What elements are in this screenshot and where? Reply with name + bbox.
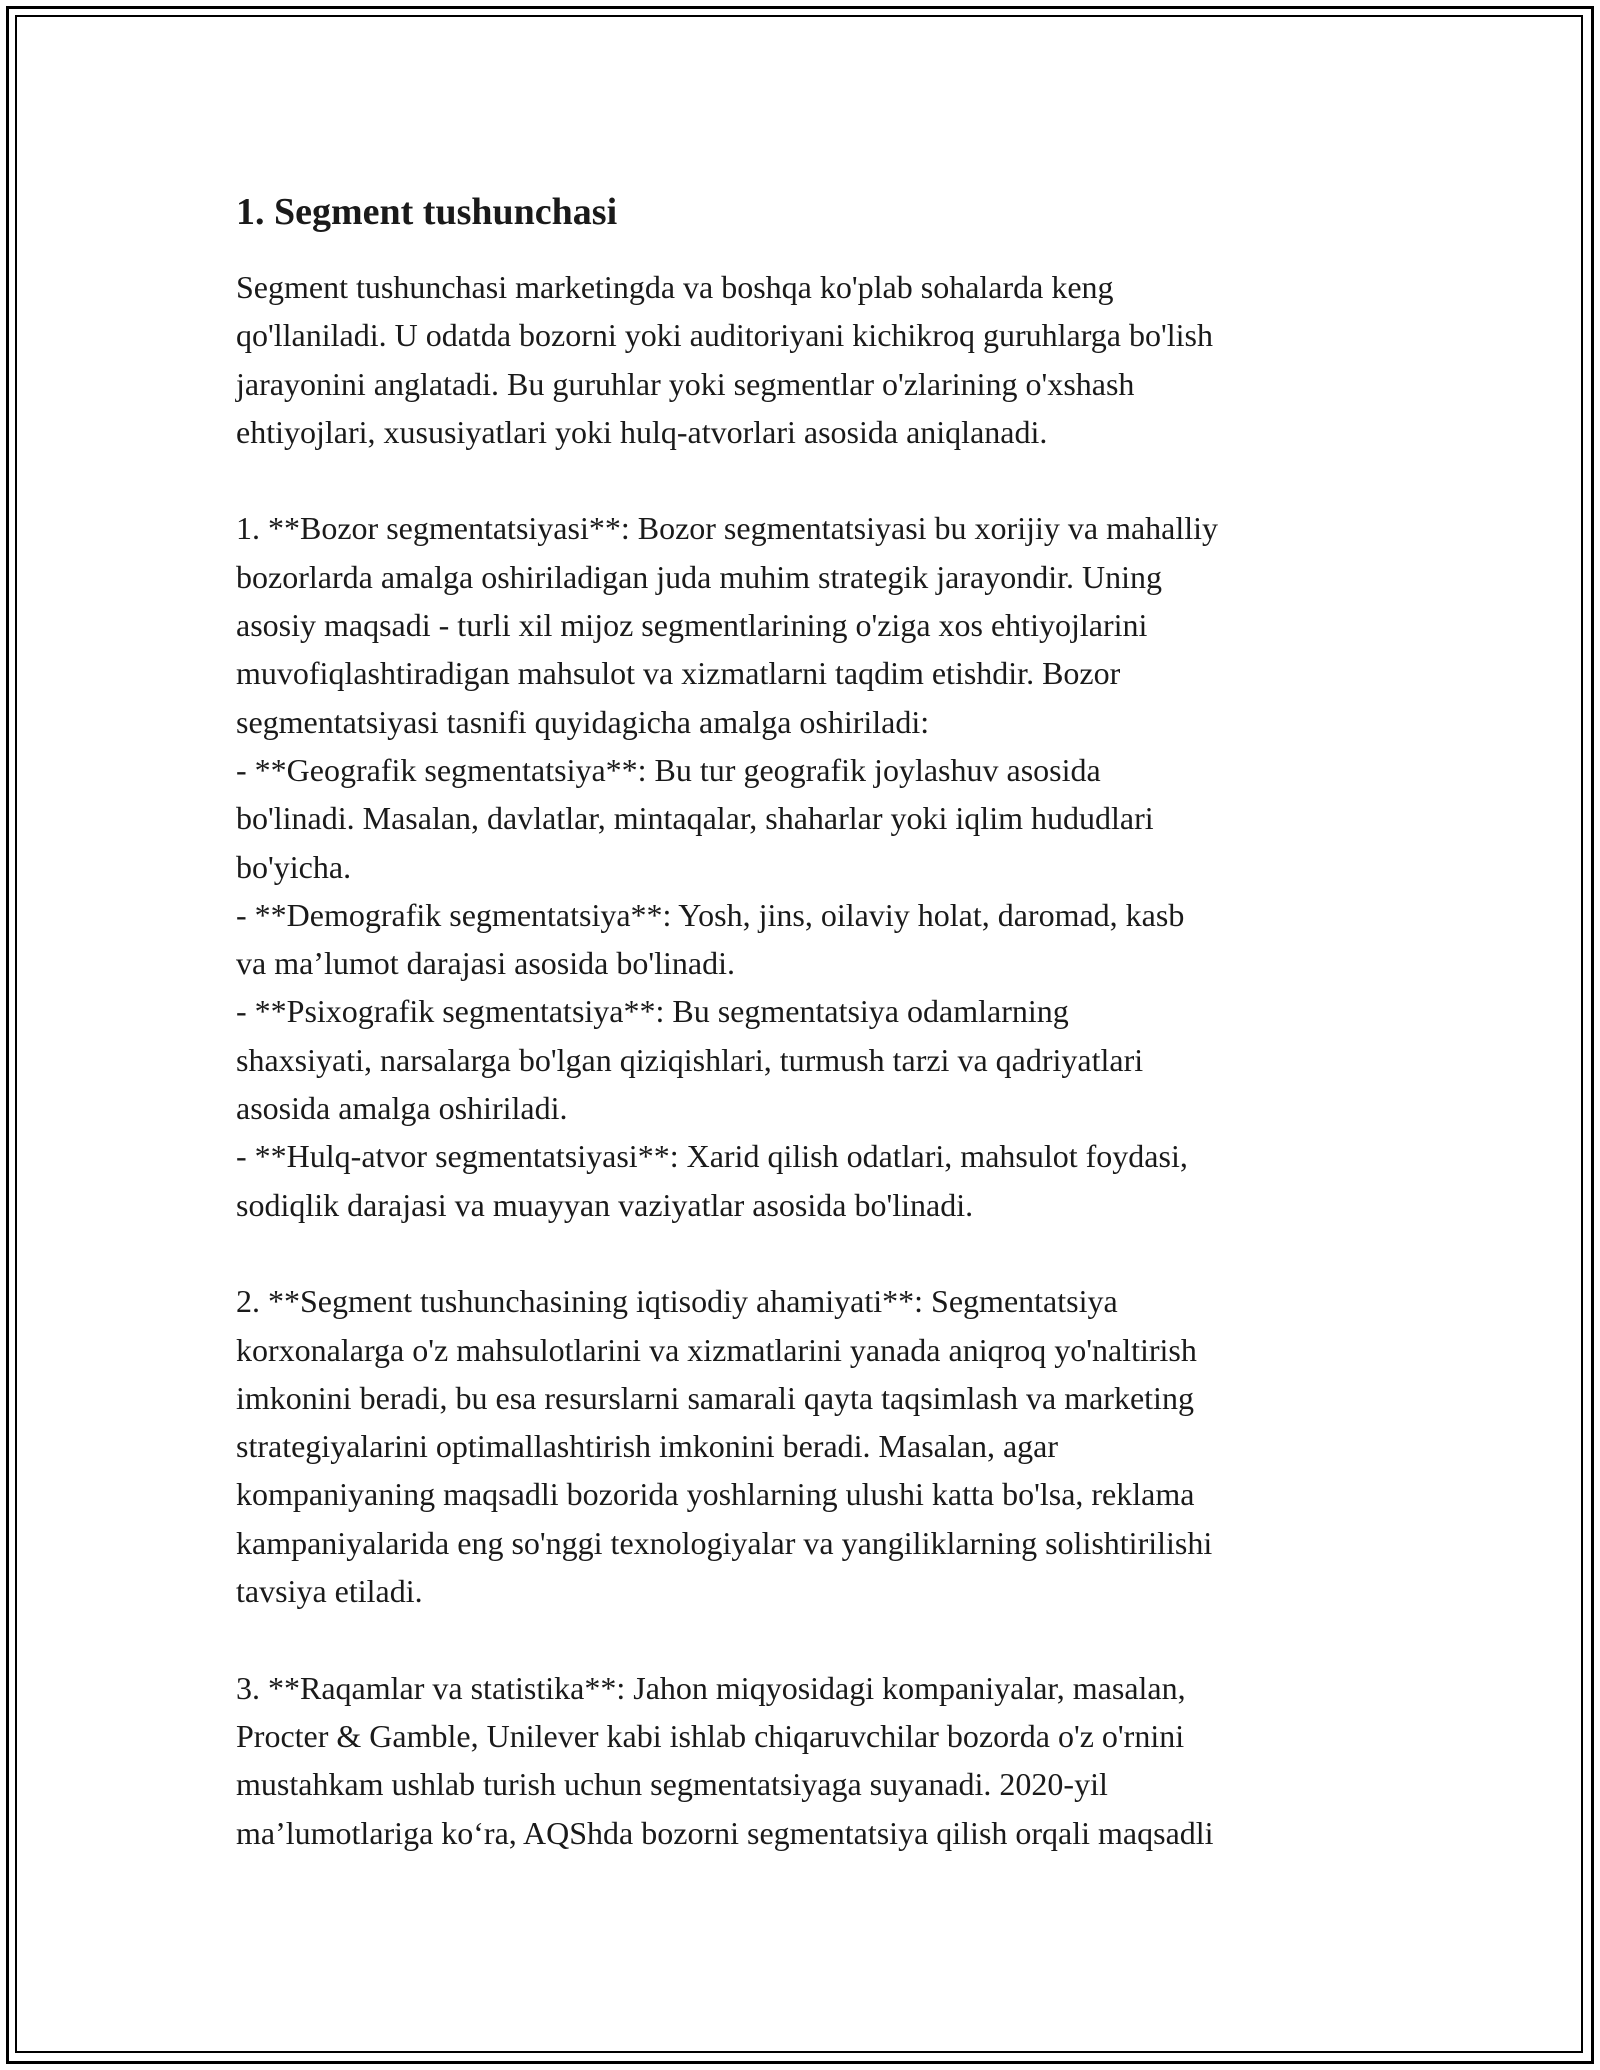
statistics-paragraph: 3. **Raqamlar va statistika**: Jahon miqyosidagi kompaniyalar, masalan, Procter & Gamble, Unilever kabi ishlab chiqaruvchilar bozorda o'z o'rnini mustahkam ushlab turish uchun segmentatsiyaga suyanadi. 2020-yil ma’lumotlariga ko‘ra, AQShda bozorni segmentatsiya qilish orqali maqsadli [236,1669,1214,1851]
paragraph-gap [236,1615,1386,1663]
market-segmentation-paragraph: 1. **Bozor segmentatsiyasi**: Bozor segmentatsiyasi bu xorijiy va mahalliy bozorlarda amalga oshiriladigan juda muhim strategik jarayondir. Uning asosiy maqsadi - turli xil mijoz segmentlarining o'ziga xos ehtiyojlarini muvofiqlashtiradigan mahsulot va xizmatlarni taqdim etishdir. Bozor segmentatsiyasi tasnifi quyidagicha amalga oshiriladi: - **Geografik segmentatsiya**: Bu tur geografik joylashuv asosida bo'linadi. Masalan, davlatlar, mintaqalar, shaharlar yoki iqlim hududlari bo'yicha. - **Demografik segmentatsiya**: Yosh, jins, oilaviy holat, daromad, kasb va ma’lumot darajasi asosida bo'linadi. - **Psixografik segmentatsiya**: Bu segmentatsiya odamlarning shaxsiyati, narsalarga bo'lgan qiziqishlari, turmush tarzi va qadriyatlari asosida amalga oshiriladi. - **Hulq-atvor segmentatsiyasi**: Xarid qilish odatlari, mahsulot foydasi, sodiqlik darajasi va muayyan vaziyatlar asosida bo'linadi. [236,510,1219,1223]
paragraph-gap [236,1229,1386,1277]
intro-paragraph: Segment tushunchasi marketingda va boshqa ko'plab sohalarda keng qo'llaniladi. U odatda bozorni yoki auditoriyani kichikroq guruhlarga bo'lish jarayonini anglatadi. Bu guruhlar yoki segmentlar o'zlarining o'xshash ehtiyojlari, xususiyatlari yoki hulq-atvorlari asosida aniqlanadi. [236,269,1213,450]
economic-importance-paragraph: 2. **Segment tushunchasining iqtisodiy ahamiyati**: Segmentatsiya korxonalarga o'z mahsulotlarini va xizmatlarini yanada aniqroq yo'naltirish imkonini beradi, bu esa resurslarni samarali qayta taqsimlash va marketing strategiyalarini optimallashtirish imkonini beradi. Masalan, agar kompaniyaning maqsadli bozorida yoshlarning ulushi katta bo'lsa, reklama kampaniyalarida eng so'nggi texnologiyalar va yangiliklarning solishtirilishi tavsiya etiladi. [236,1283,1213,1610]
section-heading: 1. Segment tushunchasi [236,191,618,233]
paragraph-gap [236,456,1386,504]
document-body [236,184,1386,1857]
